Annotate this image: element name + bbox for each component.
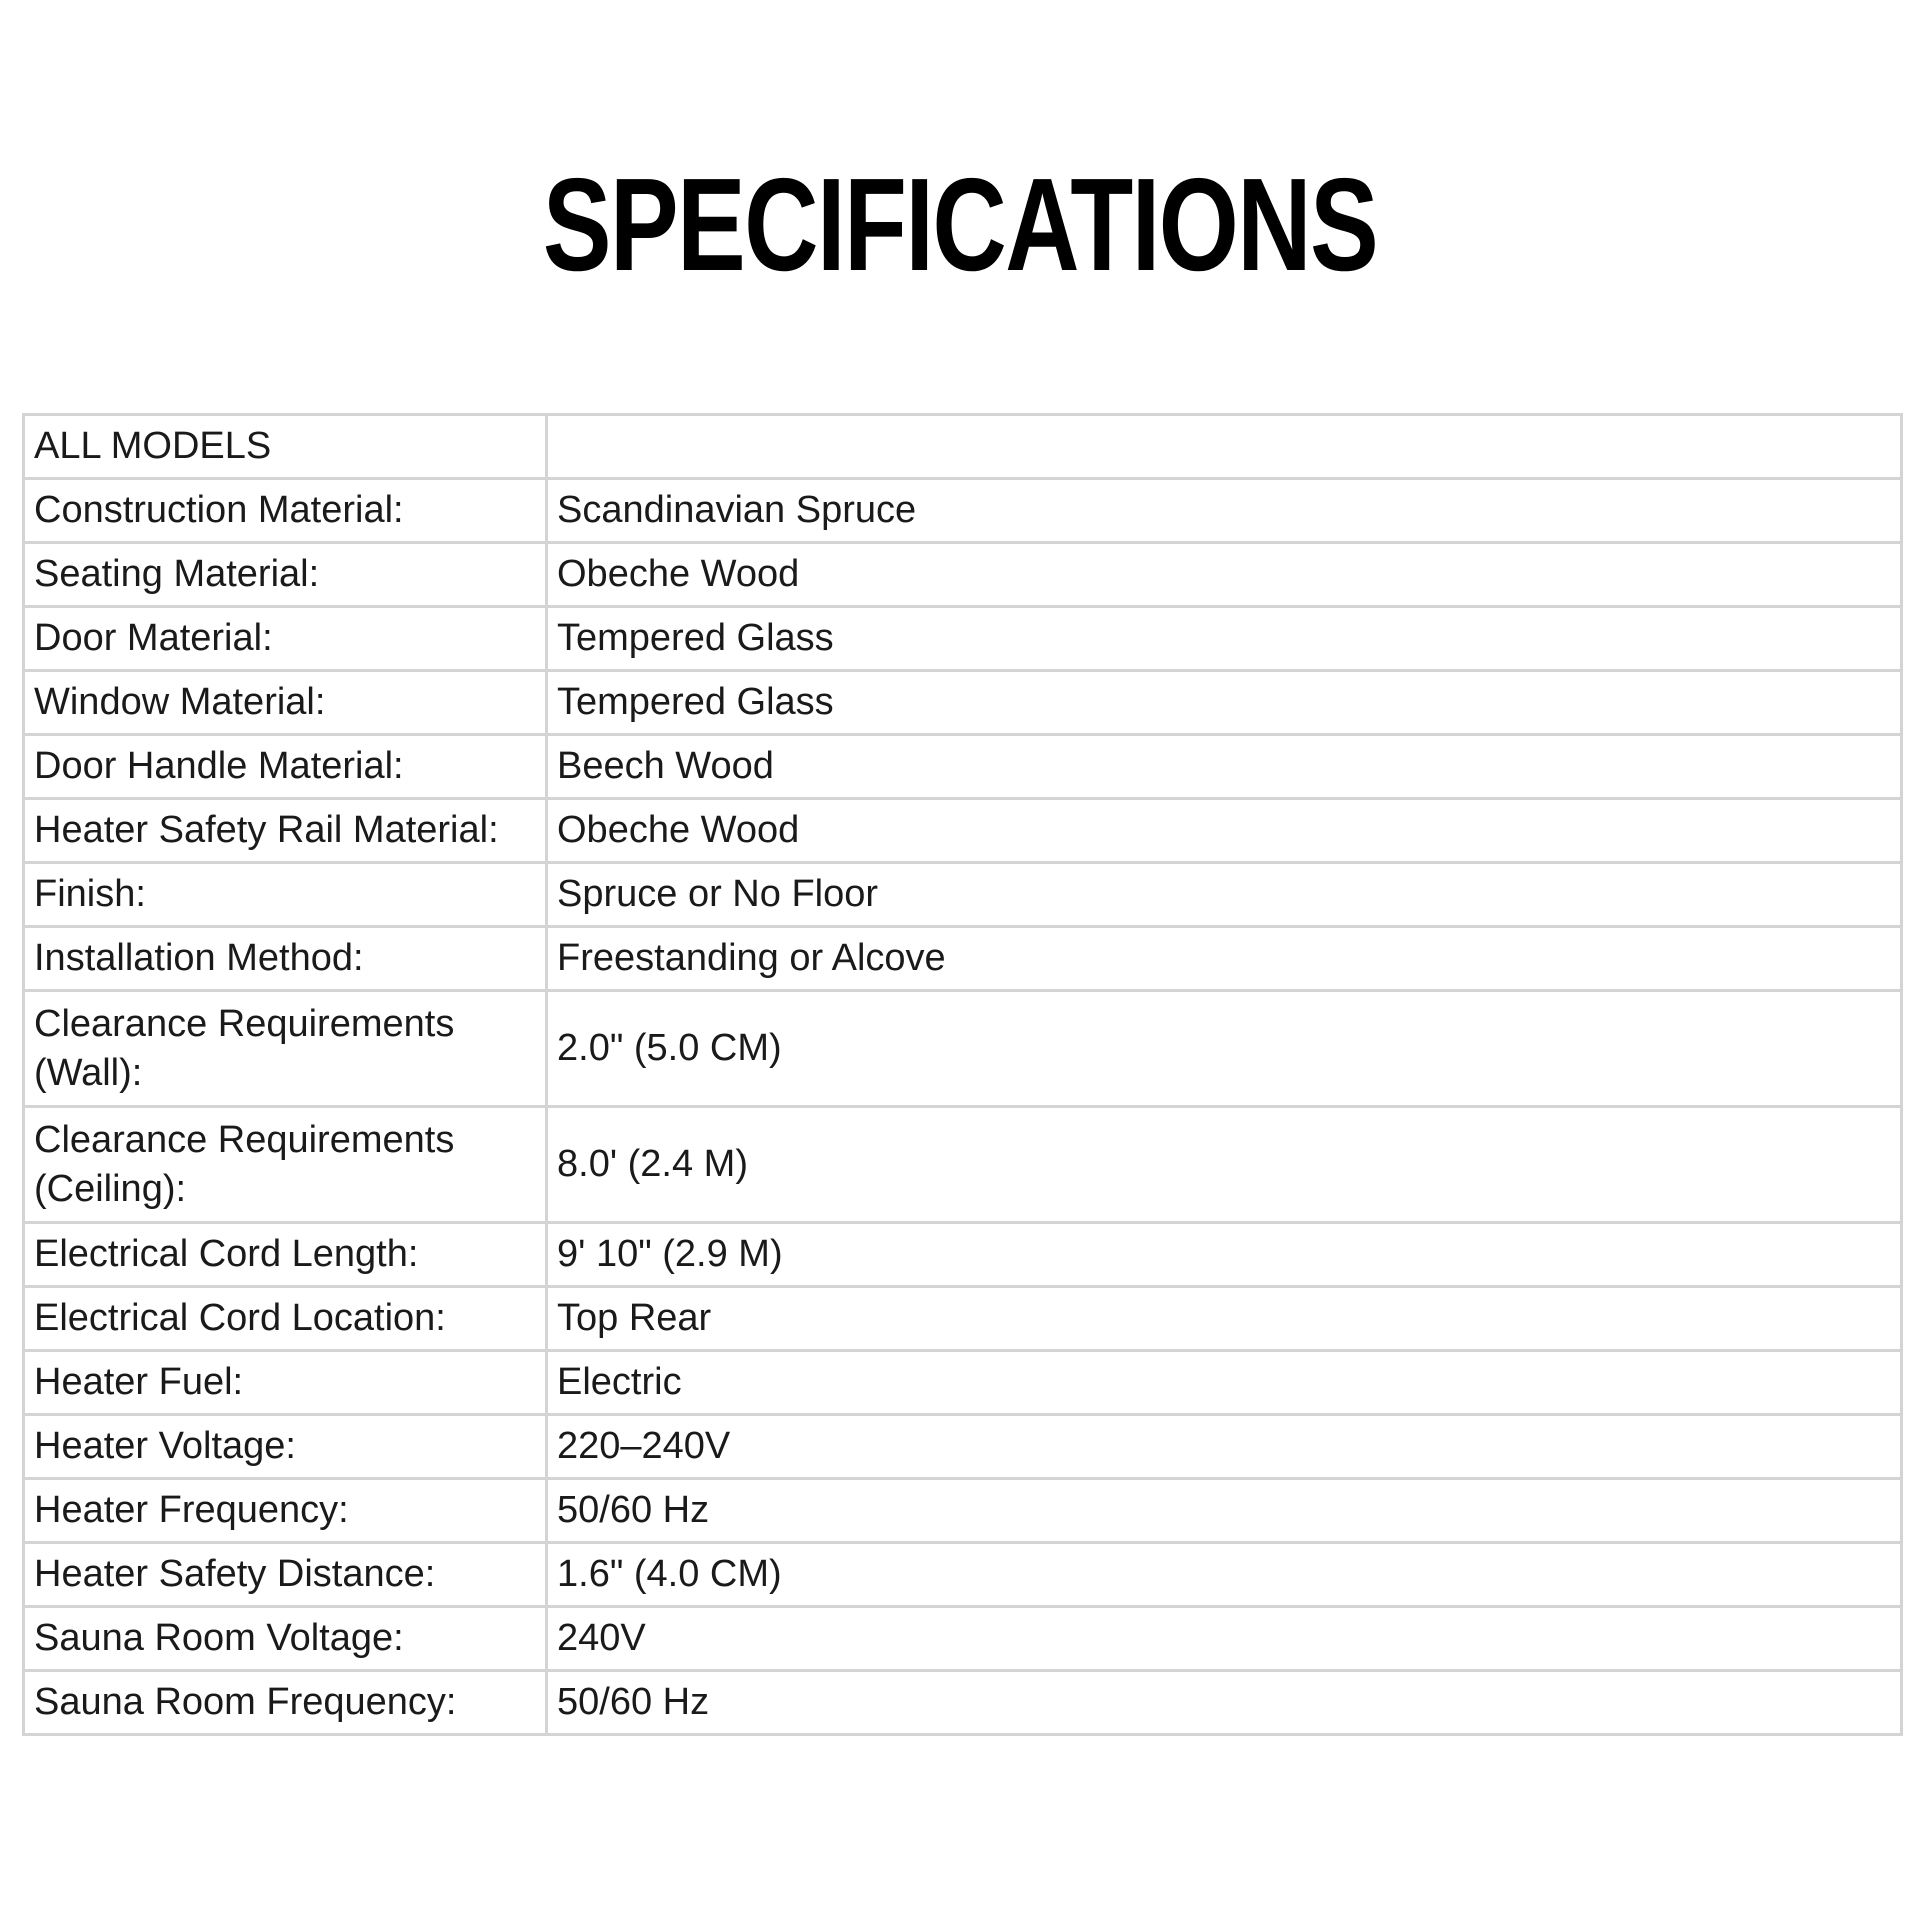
- table-row: [24, 735, 1902, 799]
- table-row: [24, 671, 1902, 735]
- spec-value: 9' 10" (2.9 M): [547, 1223, 1902, 1287]
- spec-label: Door Material:: [24, 607, 547, 671]
- spec-value: 2.0" (5.0 CM): [547, 991, 1902, 1107]
- spec-value: 220–240V: [547, 1415, 1902, 1479]
- spec-label: Window Material:: [24, 671, 547, 735]
- table-row: [24, 1671, 1902, 1735]
- spec-label: Sauna Room Voltage:: [24, 1607, 547, 1671]
- spec-label: Clearance Requirements (Wall):: [24, 991, 547, 1107]
- header-value-cell: [547, 415, 1902, 479]
- spec-label: Construction Material:: [24, 479, 547, 543]
- specifications-table: [22, 413, 1903, 1736]
- spec-label: Electrical Cord Location:: [24, 1287, 547, 1351]
- spec-label: Heater Safety Distance:: [24, 1543, 547, 1607]
- spec-label: Installation Method:: [24, 927, 547, 991]
- table-row: [24, 543, 1902, 607]
- spec-label: Heater Safety Rail Material:: [24, 799, 547, 863]
- spec-value: 8.0' (2.4 M): [547, 1107, 1902, 1223]
- spec-value: 240V: [547, 1607, 1902, 1671]
- table-header-row: [24, 415, 1902, 479]
- spec-label: Finish:: [24, 863, 547, 927]
- table-row: [24, 991, 1902, 1107]
- table-row: [24, 479, 1902, 543]
- table-row: [24, 1107, 1902, 1223]
- spec-value: 1.6" (4.0 CM): [547, 1543, 1902, 1607]
- header-label-cell: ALL MODELS: [24, 415, 547, 479]
- table-row: [24, 1415, 1902, 1479]
- spec-label: Seating Material:: [24, 543, 547, 607]
- table-row: [24, 1287, 1902, 1351]
- spec-value: 50/60 Hz: [547, 1479, 1902, 1543]
- spec-label: Sauna Room Frequency:: [24, 1671, 547, 1735]
- table-row: [24, 1479, 1902, 1543]
- table-row: [24, 799, 1902, 863]
- spec-value: Freestanding or Alcove: [547, 927, 1902, 991]
- spec-value: Tempered Glass: [547, 671, 1902, 735]
- table-row: [24, 1607, 1902, 1671]
- table-row: [24, 1351, 1902, 1415]
- table-row: [24, 927, 1902, 991]
- spec-label: Clearance Requirements (Ceiling):: [24, 1107, 547, 1223]
- table-row: [24, 607, 1902, 671]
- spec-label: Door Handle Material:: [24, 735, 547, 799]
- spec-value: Scandinavian Spruce: [547, 479, 1902, 543]
- spec-value: Tempered Glass: [547, 607, 1902, 671]
- spec-value: Beech Wood: [547, 735, 1902, 799]
- spec-value: 50/60 Hz: [547, 1671, 1902, 1735]
- page-title: SPECIFICATIONS: [542, 151, 1378, 298]
- spec-label: Heater Frequency:: [24, 1479, 547, 1543]
- table-row: [24, 863, 1902, 927]
- spec-value: Spruce or No Floor: [547, 863, 1902, 927]
- spec-label: Heater Fuel:: [24, 1351, 547, 1415]
- spec-value: Obeche Wood: [547, 543, 1902, 607]
- spec-value: Electric: [547, 1351, 1902, 1415]
- table-row: [24, 1543, 1902, 1607]
- spec-value: Obeche Wood: [547, 799, 1902, 863]
- spec-label: Electrical Cord Length:: [24, 1223, 547, 1287]
- spec-label: Heater Voltage:: [24, 1415, 547, 1479]
- table-row: [24, 1223, 1902, 1287]
- spec-value: Top Rear: [547, 1287, 1902, 1351]
